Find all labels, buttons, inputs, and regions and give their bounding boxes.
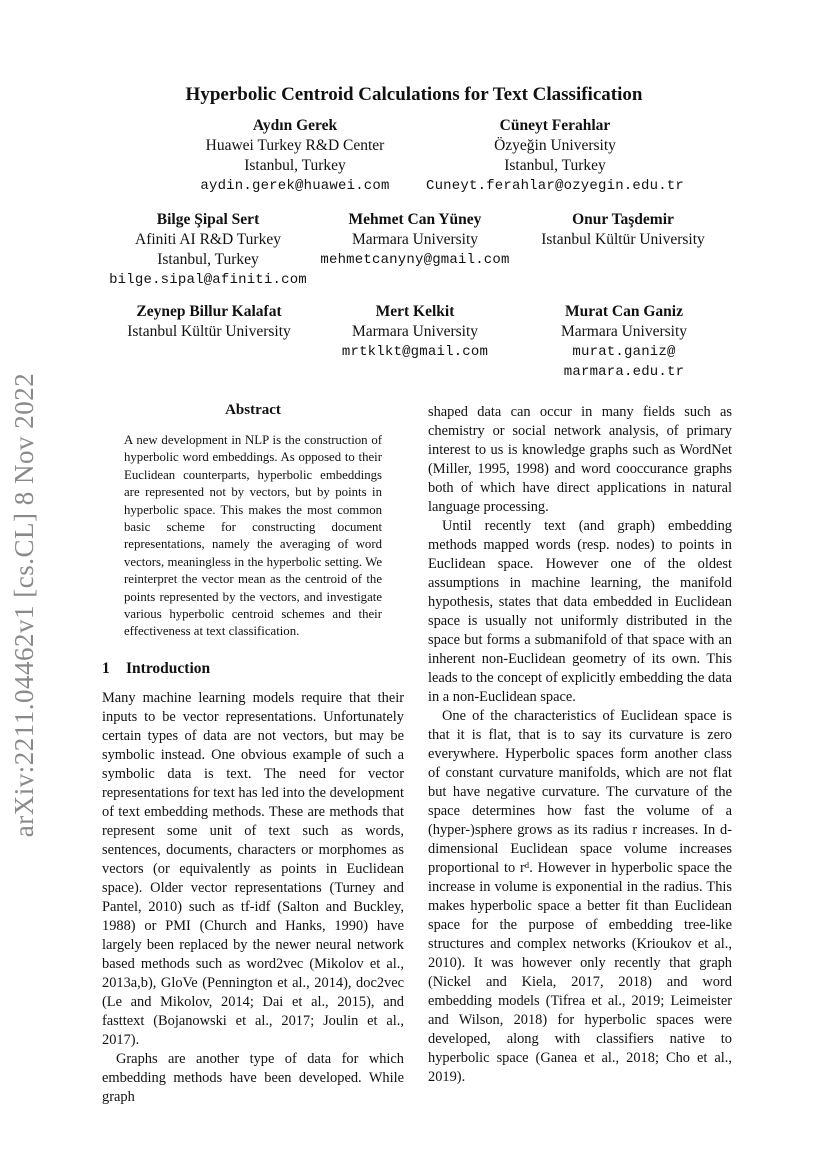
paragraph: Until recently text (and graph) embedding methods mapped words (resp. nodes) to points in Euclidean space. However one of the oldest assumptions in machine learning, the manifold hypothesis, states that data embedded in Euclidean space is usually not uniformly distributed in the space but forms a submanifold of that space with an inherent non-Euclidean geometry of its own. This leads to the concept of explicitly embedding the data in a non-Euclidean space. bbox=[428, 518, 732, 705]
author-affiliation: Huawei Turkey R&D Center bbox=[205, 137, 385, 154]
right-column bbox=[428, 403, 732, 1087]
paragraph: shaped data can occur in many fields such as chemistry or social network analysis, of primary interest to us is knowledge graphs such as WordNet (Miller, 1995, 1998) and word cooccurance graphs both of which have direct applications in natural language processing. bbox=[428, 404, 732, 515]
author-name: Zeynep Billur Kalafat bbox=[136, 303, 282, 320]
author-block bbox=[300, 210, 530, 270]
abstract-text: A new development in NLP is the construction of hyperbolic word embeddings. As opposed to their Euclidean counterparts, hyperbolic embeddings are represented not by vectors, but by points in hyperbolic space. This makes the most common basic scheme for constructing document representations, namely the averaging of word vectors, meaningless in the hyperbolic setting. We reinterpret the vector mean as the centroid of the points represented by the vectors, and investigate various hyperbolic centroid schemes and their effectiveness at text classification. bbox=[124, 433, 382, 639]
section-number: 1 bbox=[102, 660, 110, 677]
section-title: Introduction bbox=[126, 660, 211, 677]
author-affiliation: Afiniti AI R&D Turkey bbox=[135, 231, 281, 248]
arxiv-stamp: arXiv:2211.04462v1 [cs.CL] 8 Nov 2022 bbox=[9, 372, 39, 838]
author-block bbox=[520, 210, 726, 250]
author-affiliation: Istanbul Kültür University bbox=[127, 323, 291, 340]
author-affiliation: Marmara University bbox=[351, 231, 479, 248]
author-name: Cüneyt Ferahlar bbox=[499, 117, 611, 134]
paragraph: One of the characteristics of Euclidean space is that it is flat, that is to say its curvature is zero everywhere. Hyperbolic spaces form another class of constant curvature manifolds, which are not flat but have negative curvature. The curvature of the space determines how fast the volume of a (hyper-)sphere grows as its radius r increases. In d-dimensional Euclidean space volume increases proportional to rᵈ. However in hyperbolic space the increase in volume is exponential in the radius. This makes hyperbolic space a better fit than Euclidean space for the purpose of embedding tree-like structures and complex networks (Krioukov et al., 2010). It was however only recently that graph (Nickel and Kiela, 2017, 2018) and word embedding models (Tifrea et al., 2019; Leimeister and Wilson, 2018) for hyperbolic spaces were developed, along with classifiers native to hyperbolic space (Ganea et al., 2018; Cho et al., 2019). bbox=[428, 708, 732, 1085]
left-column bbox=[102, 689, 404, 1107]
author-email[interactable]: murat.ganiz@ bbox=[572, 344, 676, 360]
author-block bbox=[310, 302, 520, 362]
author-email[interactable]: bilge.sipal@afiniti.com bbox=[109, 272, 307, 288]
author-block bbox=[400, 116, 710, 196]
author-location: Istanbul, Turkey bbox=[244, 157, 346, 174]
author-block bbox=[524, 302, 724, 382]
author-block bbox=[102, 302, 316, 342]
author-block bbox=[88, 210, 328, 290]
author-email[interactable]: mrtklkt@gmail.com bbox=[341, 344, 489, 360]
author-name: Aydın Gerek bbox=[252, 117, 338, 134]
section-heading bbox=[102, 660, 210, 678]
author-name: Mehmet Can Yüney bbox=[348, 211, 482, 228]
author-email[interactable]: aydin.gerek@huawei.com bbox=[200, 178, 390, 194]
author-email[interactable]: mehmetcanyny@gmail.com bbox=[320, 252, 510, 268]
author-name: Murat Can Ganiz bbox=[565, 303, 683, 320]
paragraph: Graphs are another type of data for which embedding methods have been developed. While graph bbox=[102, 1051, 404, 1105]
author-affiliation: Marmara University bbox=[351, 323, 479, 340]
author-affiliation: Marmara University bbox=[560, 323, 688, 340]
paragraph: Many machine learning models require that their inputs to be vector representations. Unfortunately certain types of data are not vectors, but may be symbolic instead. One obvious example of such a symbolic data is text. The need for vector representations for text has led into the development of text embedding methods. These are methods that represent some unit of text such as words, sentences, documents, characters or morphomes as vectors (or equivalently as points in Euclidean space). Older vector representations (Turney and Pantel, 2010) such as tf-idf (Salton and Buckley, 1988) or PMI (Church and Hanks, 1990) have largely been replaced by the newer neural network based methods such as word2vec (Mikolov et al., 2013a,b), GloVe (Pennington et al., 2014), doc2vec (Le and Mikolov, 2014; Dai et al., 2015), and fasttext (Bojanowski et al., 2017; Joulin et al., 2017). bbox=[102, 690, 404, 1048]
abstract-heading: Abstract bbox=[225, 402, 281, 418]
author-name: Bilge Şipal Sert bbox=[156, 211, 260, 228]
author-affiliation: Istanbul Kültür University bbox=[541, 231, 705, 248]
author-affiliation: Özyeğin University bbox=[494, 137, 616, 154]
author-location: Istanbul, Turkey bbox=[157, 251, 259, 268]
author-name: Mert Kelkit bbox=[375, 303, 455, 320]
author-location: Istanbul, Turkey bbox=[504, 157, 606, 174]
author-name: Onur Taşdemir bbox=[572, 211, 674, 228]
author-email[interactable]: Cuneyt.ferahlar@ozyegin.edu.tr bbox=[425, 178, 685, 194]
author-block bbox=[160, 116, 430, 196]
paper-title: Hyperbolic Centroid Calculations for Text Classification bbox=[185, 84, 643, 105]
author-email-continued[interactable]: marmara.edu.tr bbox=[563, 364, 685, 380]
